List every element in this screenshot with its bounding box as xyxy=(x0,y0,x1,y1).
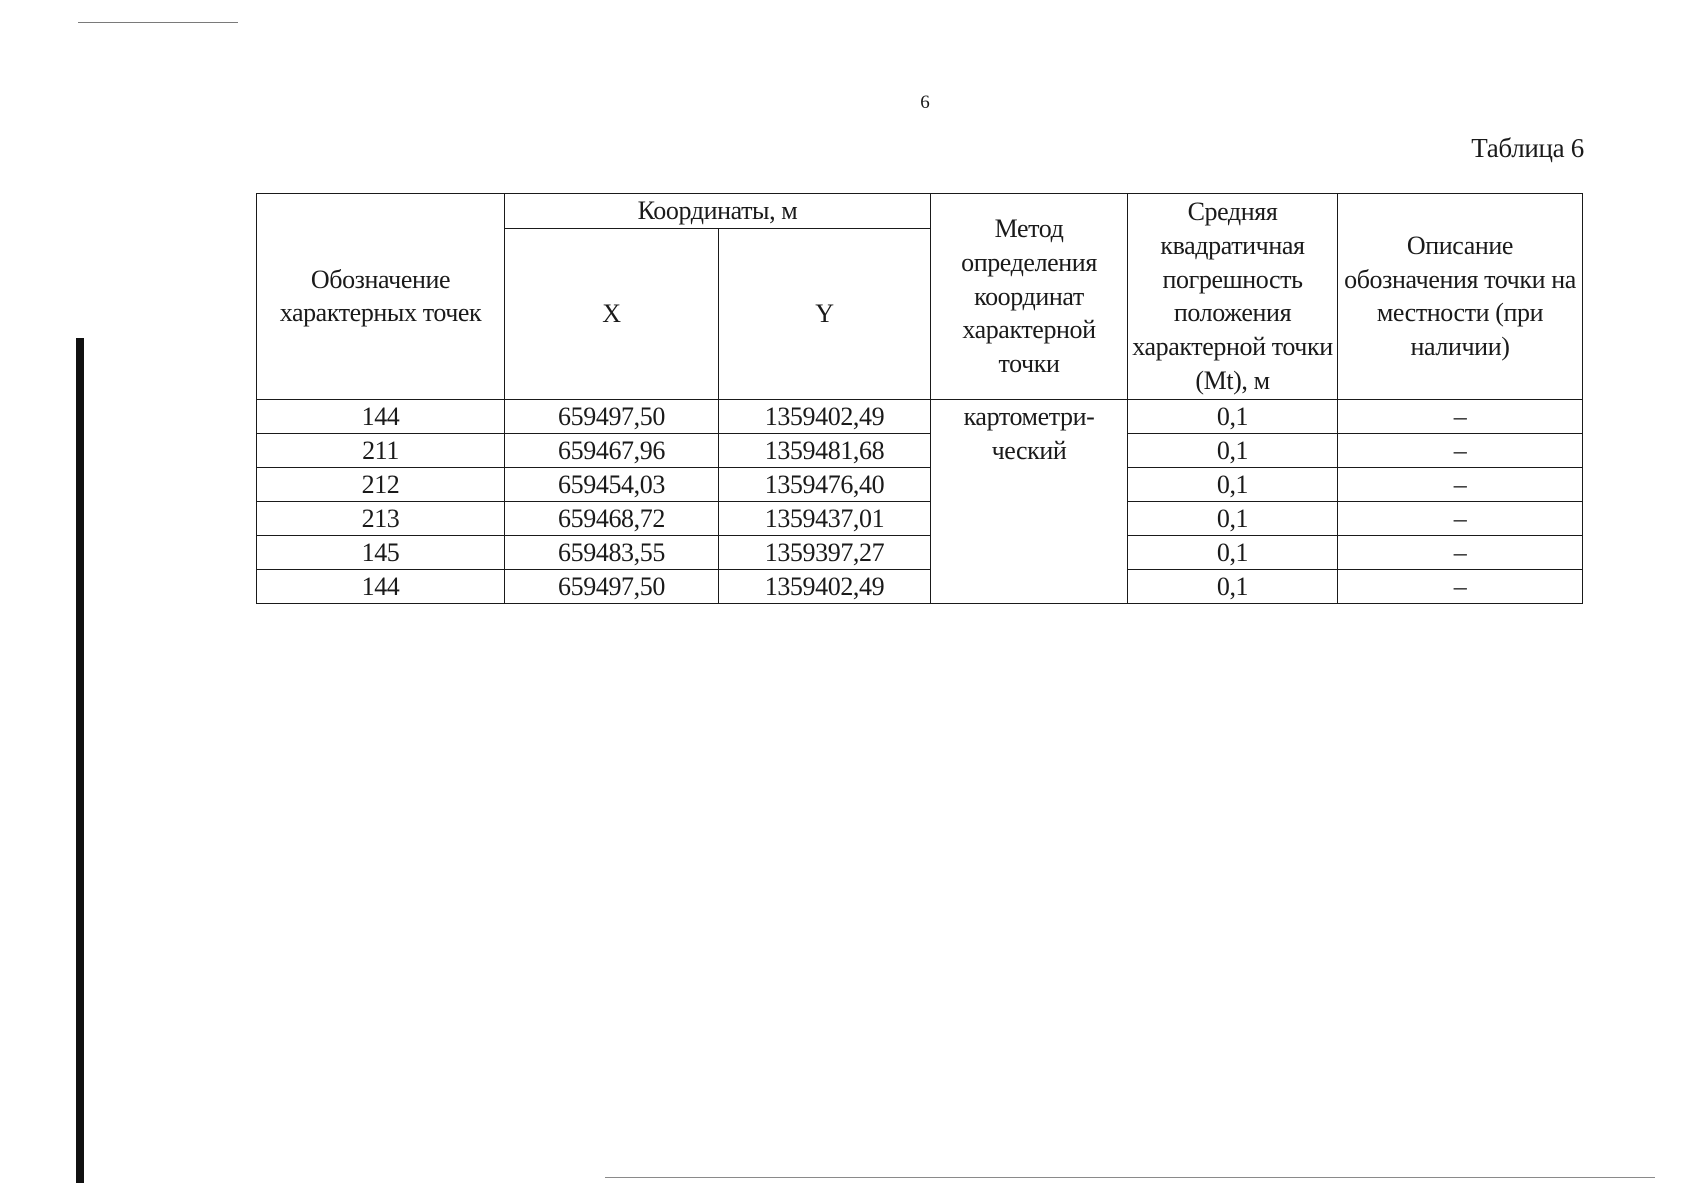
cell-point: 145 xyxy=(257,535,505,569)
cell-point: 144 xyxy=(257,399,505,433)
cell-description: – xyxy=(1338,501,1583,535)
cell-y: 1359402,49 xyxy=(719,399,931,433)
cell-y: 1359397,27 xyxy=(719,535,931,569)
cell-x: 659468,72 xyxy=(505,501,719,535)
header-y: Y xyxy=(719,228,931,399)
cell-x: 659497,50 xyxy=(505,569,719,603)
cell-mt: 0,1 xyxy=(1128,433,1338,467)
cell-description: – xyxy=(1338,433,1583,467)
cell-mt: 0,1 xyxy=(1128,467,1338,501)
table-row xyxy=(257,467,1583,501)
cell-point: 211 xyxy=(257,433,505,467)
table-row xyxy=(257,569,1583,603)
cell-point: 213 xyxy=(257,501,505,535)
cell-point: 144 xyxy=(257,569,505,603)
cell-point: 212 xyxy=(257,467,505,501)
table-label: Таблица 6 xyxy=(1471,133,1584,163)
cell-description: – xyxy=(1338,569,1583,603)
header-description: Описание обозначения точки на местности (при наличии) xyxy=(1338,194,1583,400)
cell-mt: 0,1 xyxy=(1128,399,1338,433)
cell-description: – xyxy=(1338,399,1583,433)
cell-mt: 0,1 xyxy=(1128,569,1338,603)
scan-artifact-bar xyxy=(76,338,84,1183)
cell-x: 659483,55 xyxy=(505,535,719,569)
page-number: 6 xyxy=(920,92,930,113)
cell-description: – xyxy=(1338,535,1583,569)
cell-mt: 0,1 xyxy=(1128,535,1338,569)
coordinates-table xyxy=(256,193,1583,604)
cell-y: 1359437,01 xyxy=(719,501,931,535)
cell-y: 1359481,68 xyxy=(719,433,931,467)
table-row xyxy=(257,501,1583,535)
header-method: Метод определения координат характерной точки xyxy=(931,194,1128,400)
cell-x: 659497,50 xyxy=(505,399,719,433)
cell-x: 659467,96 xyxy=(505,433,719,467)
table-row xyxy=(257,399,1583,433)
scan-artifact-line xyxy=(78,22,238,23)
table-row xyxy=(257,535,1583,569)
cell-x: 659454,03 xyxy=(505,467,719,501)
cell-method: картометри-ческий xyxy=(931,399,1128,603)
scan-artifact-line xyxy=(605,1177,1655,1178)
cell-mt: 0,1 xyxy=(1128,501,1338,535)
table-row xyxy=(257,433,1583,467)
cell-description: – xyxy=(1338,467,1583,501)
header-x: X xyxy=(505,228,719,399)
header-coordinates: Координаты, м xyxy=(505,194,931,229)
header-point-designation: Обозначение характерных точек xyxy=(257,194,505,400)
cell-y: 1359476,40 xyxy=(719,467,931,501)
header-accuracy: Средняя квадратичная погрешность положения характерной точки (Mt), м xyxy=(1128,194,1338,400)
cell-y: 1359402,49 xyxy=(719,569,931,603)
